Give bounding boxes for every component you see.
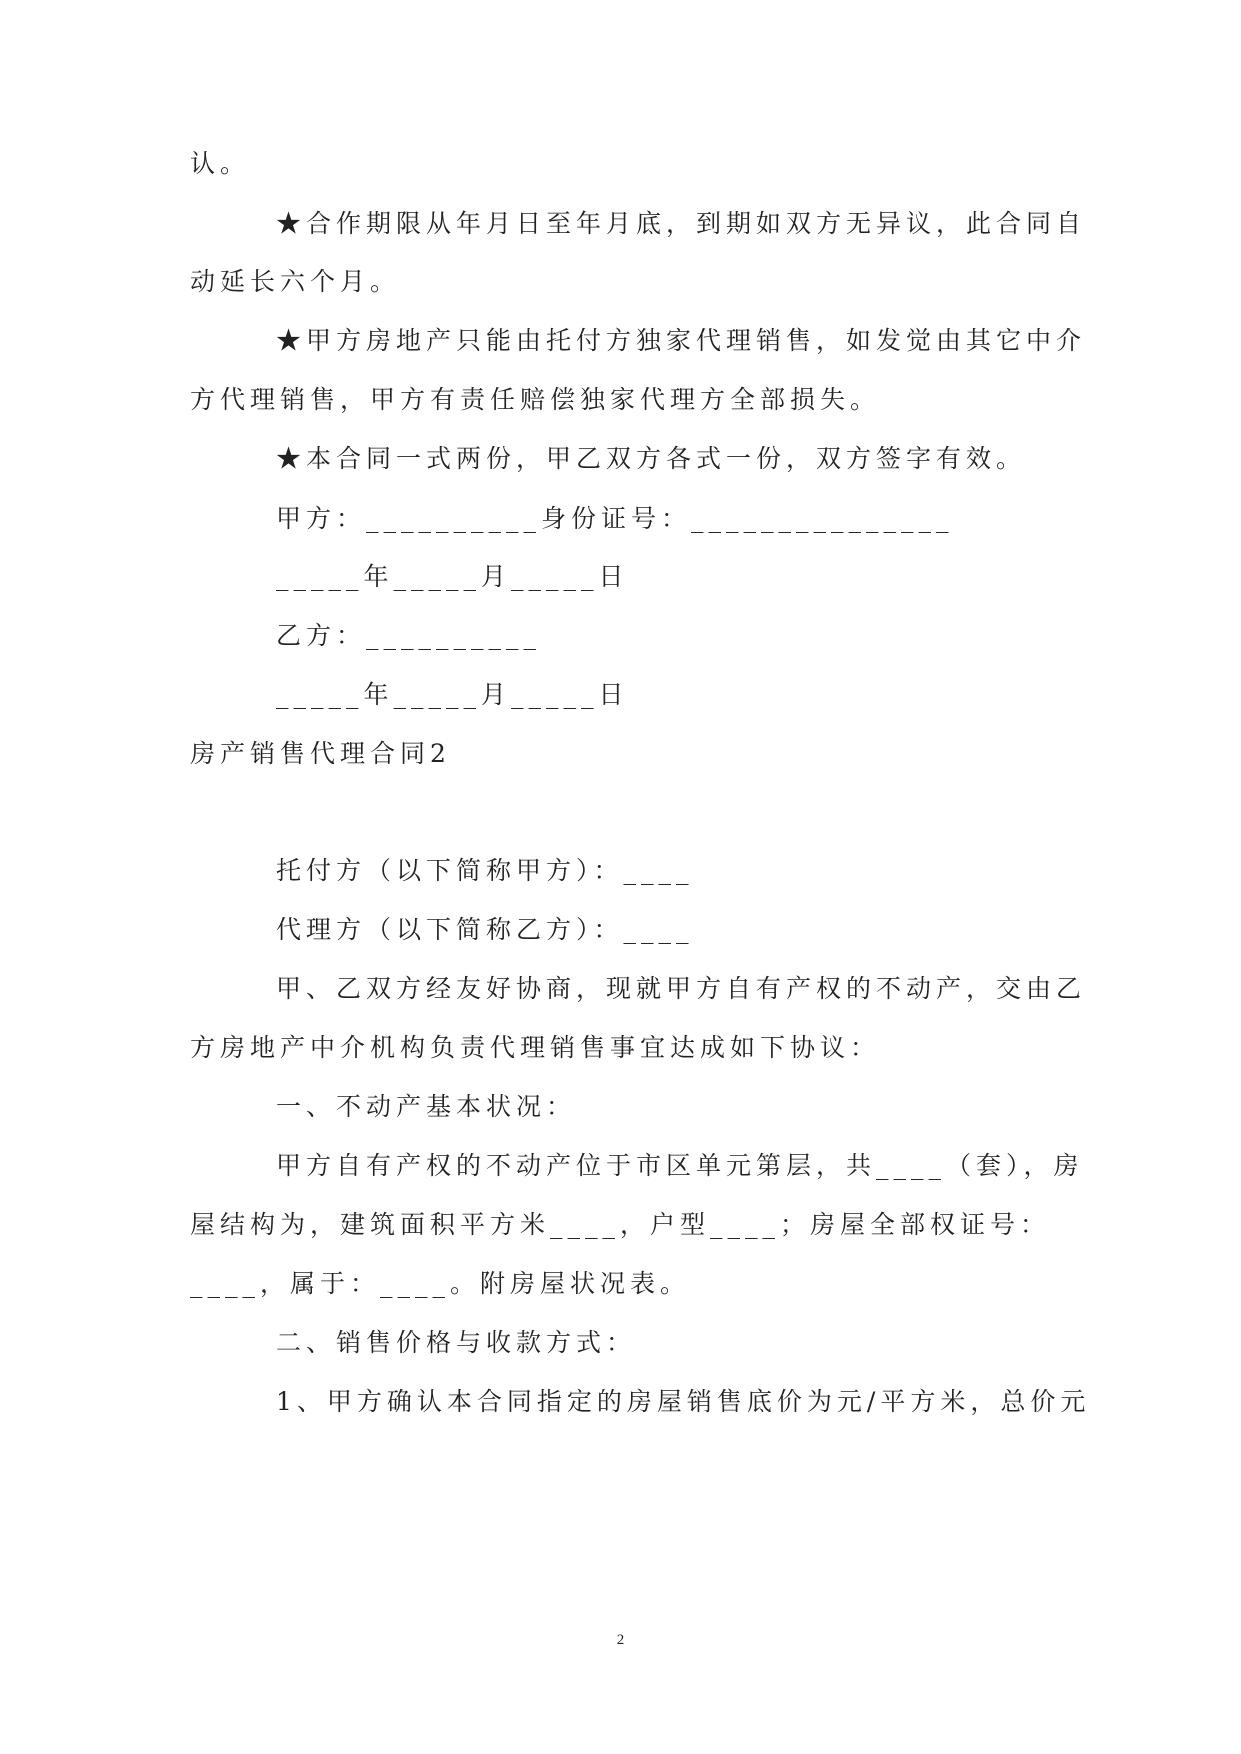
clause-cooperation-period: ★合作期限从年月日至年月底，到期如双方无异议，此合同自 [276,209,1087,238]
page-number: 2 [616,1632,625,1648]
text-line: 屋结构为，建筑面积平方米____，户型____；房屋全部权证号： [190,1210,1051,1239]
date-line: _____年_____月_____日 [276,680,629,709]
agent-party-line: 代理方（以下简称乙方）：____ [276,915,694,944]
party-b-signature-line: 乙方：__________ [276,621,542,650]
text-line: 方代理销售，甲方有责任赔偿独家代理方全部损失。 [190,385,881,414]
text-line: 甲方自有产权的不动产位于市区单元第层，共____（套），房 [276,1151,1084,1180]
text-line: 动延长六个月。 [190,267,401,296]
text-line: 1、甲方确认本合同指定的房屋销售底价为元/平方米，总价元 [276,1387,1091,1416]
article-heading: 一、不动产基本状况： [276,1092,577,1121]
party-a-signature-line: 甲方：__________身份证号：_______________ [276,504,954,533]
text-line: 方房地产中介机构负责代理销售事宜达成如下协议： [190,1033,881,1062]
clause-exclusive-agency: ★甲方房地产只能由托付方独家代理销售，如发觉由其它中介 [276,326,1087,355]
article-heading: 二、销售价格与收款方式： [276,1328,637,1357]
clause-copies: ★本合同一式两份，甲乙双方各式一份，双方签字有效。 [276,444,1027,473]
text-line: 甲、乙双方经友好协商，现就甲方自有产权的不动产，交由乙 [276,974,1087,1003]
text-line: 认。 [190,149,251,178]
date-line: _____年_____月_____日 [276,562,629,591]
text-line: ____，属于：____。附房屋状况表。 [190,1269,691,1298]
principal-party-line: 托付方（以下简称甲方）：____ [276,856,694,885]
section-title: 房产销售代理合同2 [190,739,451,768]
